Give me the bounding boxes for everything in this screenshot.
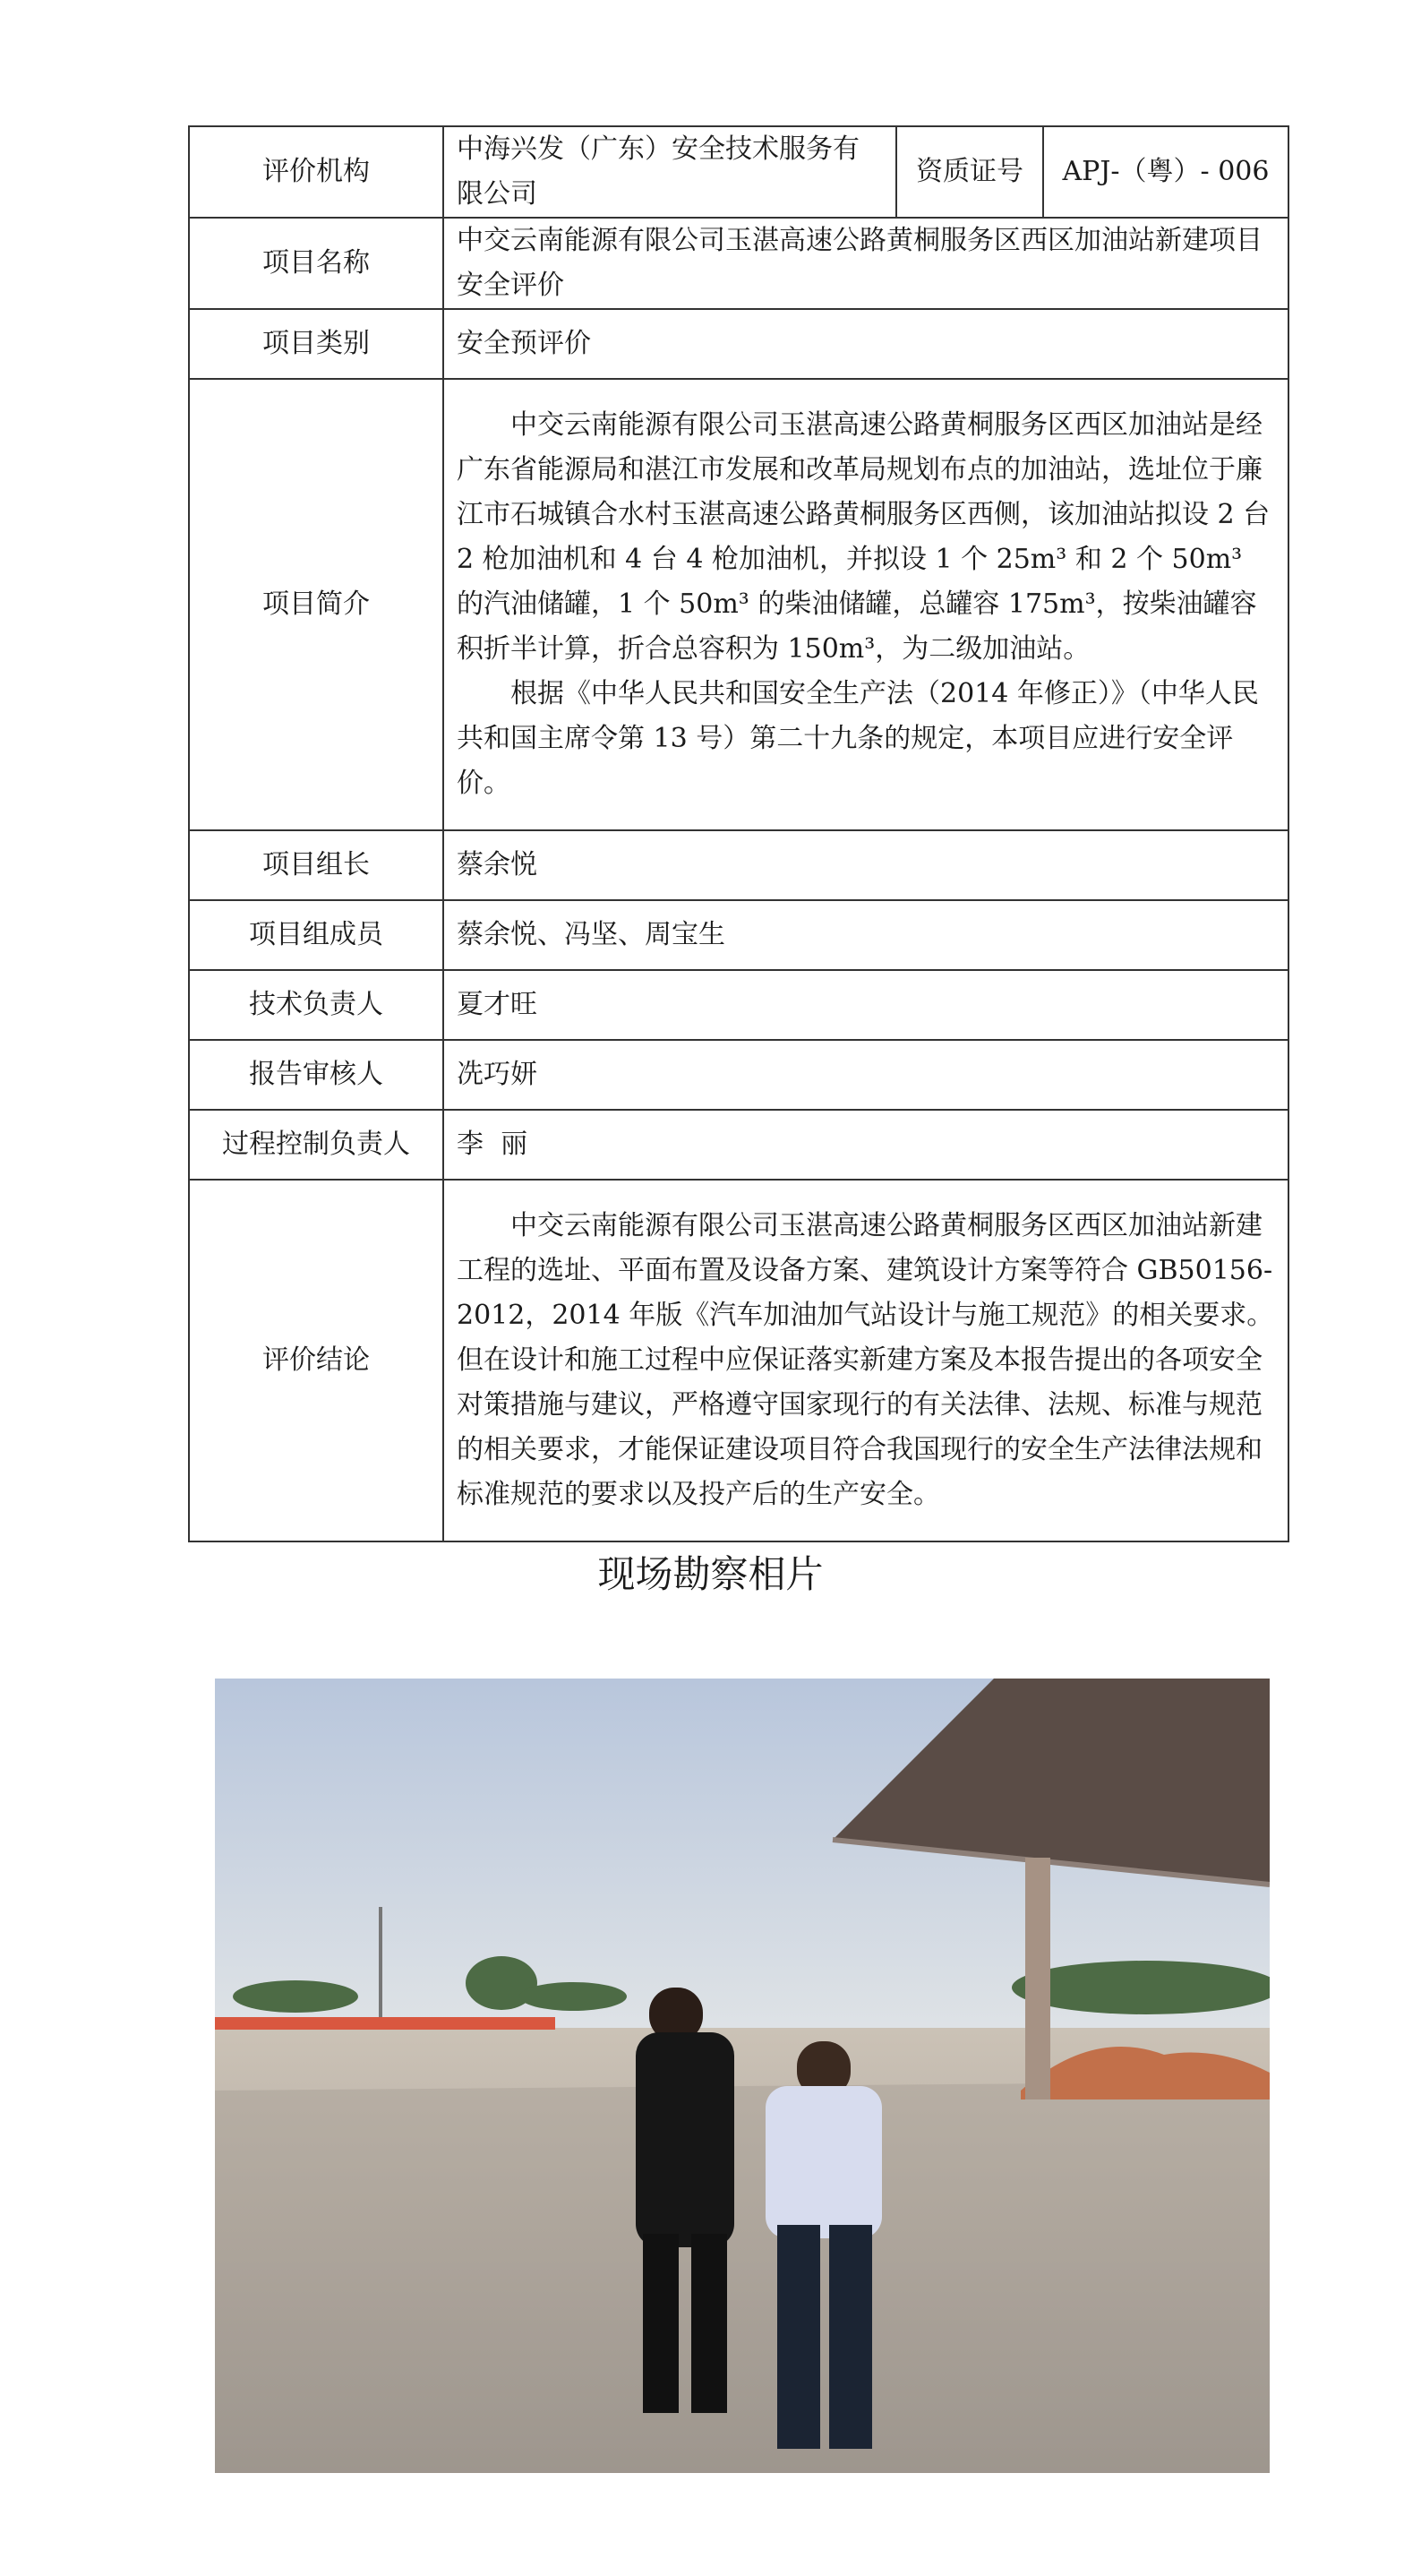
cert-label: 资质证号: [896, 126, 1043, 218]
org-label: 评价机构: [189, 126, 443, 218]
table-row: [189, 126, 1288, 218]
conclusion-paragraph: 中交云南能源有限公司玉湛高速公路黄桐服务区西区加油站新建工程的选址、平面布置及设备方案、建筑设计方案等符合 GB50156-2012，2014 年版《汽车加油加气站设计与施工规范》的相关要求。但在设计和施工过程中应保证落实新建方案及本报告提出的各项安全对策措施与建议，严格遵守国家现行的有关法律、法规、标准与规范的相关要求，才能保证建设项目符合我国现行的安全生产法律法规和标准规范的要求以及投产后的生产安全。: [457, 1210, 1274, 1510]
barrier: [215, 2017, 555, 2030]
summary-label: 项目简介: [189, 379, 443, 830]
photo-title: 现场勘察相片: [597, 1552, 824, 1596]
shadow-area: [215, 2082, 1270, 2473]
project-type-value: 安全预评价: [443, 309, 1288, 379]
org-value: 中海兴发（广东）安全技术服务有限公司: [443, 126, 896, 218]
summary-cell: [443, 379, 1288, 830]
table-row: [189, 1040, 1288, 1110]
table-row: [189, 970, 1288, 1040]
tech-lead-label: 技术负责人: [189, 970, 443, 1040]
members-label: 项目组成员: [189, 900, 443, 970]
members-value: 蔡余悦、冯坚、周宝生: [443, 900, 1288, 970]
leader-value: 蔡余悦: [443, 830, 1288, 900]
evaluation-info-table: [188, 125, 1289, 1542]
conclusion-cell: [443, 1180, 1288, 1541]
project-type-label: 项目类别: [189, 309, 443, 379]
tech-lead-value: 夏才旺: [443, 970, 1288, 1040]
table-row: [189, 1180, 1288, 1541]
leader-label: 项目组长: [189, 830, 443, 900]
summary-paragraph-2: 根据《中华人民共和国安全生产法（2014 年修正）》（中华人民共和国主席令第 13 号）第二十九条的规定，本项目应进行安全评价。: [457, 678, 1259, 799]
table-row: [189, 1110, 1288, 1180]
table-row: [189, 309, 1288, 379]
summary-paragraph-1: 中交云南能源有限公司玉湛高速公路黄桐服务区西区加油站是经广东省能源局和湛江市发展和改革局规划布点的加油站，选址位于廉江市石城镇合水村玉湛高速公路黄桐服务区西侧，该加油站拟设 2 台 2 枪加油机和 4 台 4 枪加油机，并拟设 1 个 25m³ 和 2 个 50m³ 的汽油储罐，1 个 50m³ 的柴油储罐，总罐容 175m³，按柴油罐容积折半计算，折合总容积为 150m³，为二级加油站。: [457, 409, 1271, 665]
table-row: [189, 218, 1288, 309]
site-photo-illustration: [215, 1679, 1270, 2473]
project-name-value: 中交云南能源有限公司玉湛高速公路黄桐服务区西区加油站新建项目安全评价: [443, 218, 1288, 309]
reviewer-value: 冼巧妍: [443, 1040, 1288, 1110]
project-name-label: 项目名称: [189, 218, 443, 309]
reviewer-label: 报告审核人: [189, 1040, 443, 1110]
table-row: [189, 830, 1288, 900]
process-control-label: 过程控制负责人: [189, 1110, 443, 1180]
conclusion-label: 评价结论: [189, 1180, 443, 1541]
light-pole: [379, 1907, 382, 2023]
table-row: [189, 379, 1288, 830]
process-control-value: 李 丽: [443, 1110, 1288, 1180]
site-survey-photo: [215, 1679, 1270, 2473]
table-row: [189, 900, 1288, 970]
cert-value: APJ-（粤）- 006: [1043, 126, 1288, 218]
